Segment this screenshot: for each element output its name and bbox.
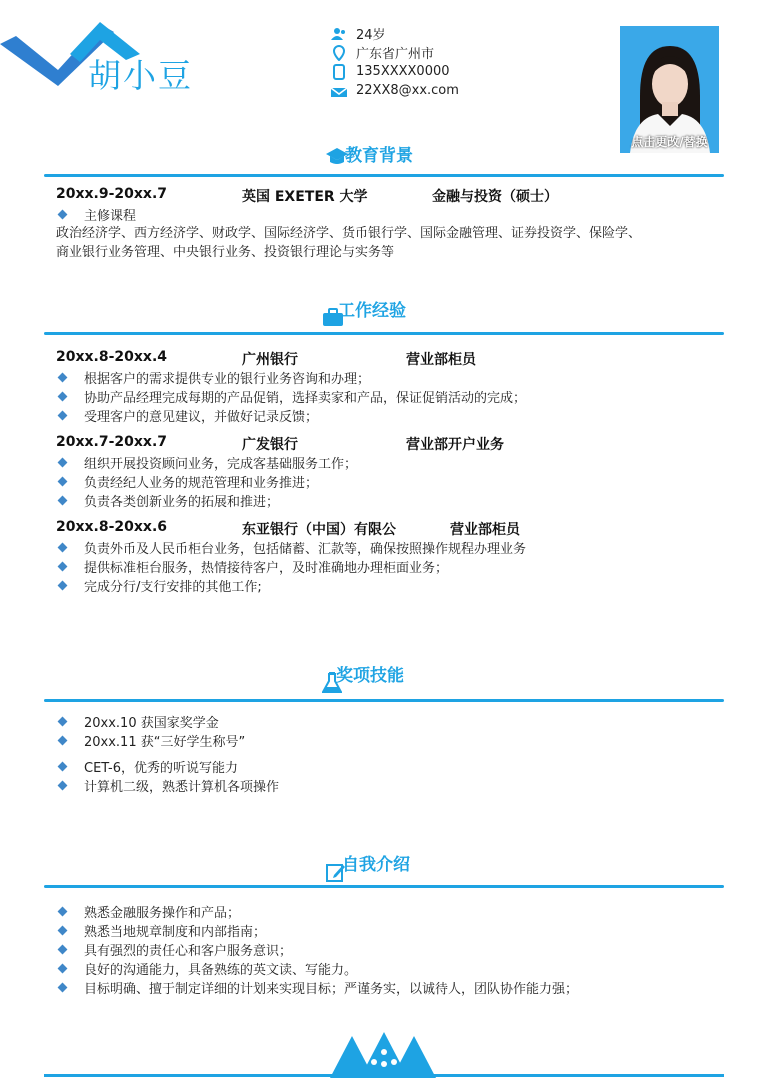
education-header — [56, 186, 558, 205]
diamond-bullet-icon — [58, 496, 68, 506]
diamond-bullet-icon — [58, 562, 68, 572]
diamond-bullet-icon — [58, 717, 68, 727]
job-company: 广发银行 — [242, 437, 298, 453]
job-role: 营业部柜员 — [450, 522, 520, 538]
email-icon — [330, 83, 348, 99]
footer-divider — [44, 1074, 724, 1077]
job-period: 20xx.8-20xx.6 — [56, 519, 168, 535]
list-item: 协助产品经理完成每期的产品促销，选择卖家和产品，保证促销活动的完成； — [56, 387, 526, 406]
email-row — [330, 81, 459, 100]
candidate-name: 胡小豆 — [88, 56, 193, 95]
job-header — [56, 519, 520, 538]
list-item: 具有强烈的责任心和客户服务意识； — [56, 940, 578, 959]
list-item: 主修课程 — [56, 205, 136, 224]
diamond-bullet-icon — [58, 781, 68, 791]
diamond-bullet-icon — [58, 373, 68, 383]
list-item: 提供标准柜台服务，热情接待客户，及时准确地办理柜面业务； — [56, 557, 526, 576]
section-title-work: 工作经验 — [338, 301, 406, 321]
diamond-bullet-icon — [58, 926, 68, 936]
job-duties-list — [56, 538, 526, 595]
list-item: 目标明确、擅于制定详细的计划来实现目标；严谨务实，以诚待人，团队协作能力强； — [56, 978, 578, 997]
age-text: 24岁 — [356, 28, 386, 43]
list-item: 根据客户的需求提供专业的银行业务咨询和办理； — [56, 368, 526, 387]
location-text: 广东省广州市 — [356, 47, 435, 62]
diamond-bullet-icon — [58, 581, 68, 591]
section-title-education: 教育背景 — [345, 146, 413, 166]
job-role: 营业部开户业务 — [406, 437, 504, 453]
diamond-bullet-icon — [58, 458, 68, 468]
list-item: 熟悉当地规章制度和内部指南； — [56, 921, 578, 940]
diamond-bullet-icon — [58, 736, 68, 746]
list-item: 计算机二级，熟悉计算机各项操作 — [56, 776, 279, 795]
job-header — [56, 434, 504, 453]
education-period: 20xx.9-20xx.7 — [56, 186, 168, 202]
diamond-bullet-icon — [58, 392, 68, 402]
education-major: 金融与投资（硕士） — [432, 189, 558, 205]
list-item: 完成分行/支行安排的其他工作; — [56, 576, 526, 595]
age-row — [330, 24, 459, 43]
courses-line-2: 商业银行业务管理、中央银行业务、投资银行理论与实务等 — [56, 245, 395, 260]
job-company: 东亚银行（中国）有限公 — [242, 522, 396, 538]
diamond-bullet-icon — [58, 210, 68, 220]
phone-text: 135XXXX0000 — [356, 64, 450, 79]
courses-label-list — [56, 205, 136, 224]
list-item: 20xx.11 获“三好学生称号” — [56, 731, 245, 750]
email-text: 22XX8@xx.com — [356, 83, 459, 98]
job-period: 20xx.7-20xx.7 — [56, 434, 168, 450]
list-item: 熟悉金融服务操作和产品； — [56, 902, 578, 921]
intro-list — [56, 902, 578, 997]
job-role: 营业部柜员 — [406, 352, 476, 368]
job-company: 广州银行 — [242, 352, 298, 368]
list-item: 受理客户的意见建议，并做好记录反馈； — [56, 406, 526, 425]
diamond-bullet-icon — [58, 762, 68, 772]
list-item: 负责各类创新业务的拓展和推进； — [56, 491, 357, 510]
diamond-bullet-icon — [58, 945, 68, 955]
job-header — [56, 349, 476, 368]
diamond-bullet-icon — [58, 964, 68, 974]
skills-list — [56, 757, 279, 795]
phone-icon — [330, 64, 348, 80]
job-duties-list — [56, 368, 526, 425]
list-item: 20xx.10 获国家奖学金 — [56, 712, 245, 731]
list-item: 良好的沟通能力，具备熟练的英文读、写能力。 — [56, 959, 578, 978]
list-item: CET-6，优秀的听说写能力 — [56, 757, 279, 776]
courses-line-1: 政治经济学、西方经济学、财政学、国际经济学、货币银行学、国际金融管理、证券投资学、保险学、 — [56, 226, 642, 241]
section-title-awards: 奖项技能 — [336, 666, 404, 686]
diamond-bullet-icon — [58, 411, 68, 421]
education-school: 英国 EXETER 大学 — [242, 189, 368, 205]
diamond-bullet-icon — [58, 477, 68, 487]
diamond-bullet-icon — [58, 983, 68, 993]
job-duties-list — [56, 453, 357, 510]
list-item: 组织开展投资顾问业务，完成客基础服务工作； — [56, 453, 357, 472]
diamond-bullet-icon — [58, 543, 68, 553]
divider-awards — [44, 699, 724, 702]
list-item: 负责经纪人业务的规范管理和业务推进； — [56, 472, 357, 491]
divider-intro — [44, 885, 724, 888]
profile-photo[interactable] — [620, 26, 719, 153]
mountain-decoration — [330, 1030, 436, 1080]
job-period: 20xx.8-20xx.4 — [56, 349, 168, 365]
phone-row — [330, 62, 459, 81]
contact-block — [330, 24, 459, 100]
awards-list — [56, 712, 245, 750]
divider-work — [44, 332, 724, 335]
photo-caption[interactable]: 点击更改/替换 — [631, 135, 708, 149]
location-row — [330, 43, 459, 62]
person-icon — [330, 26, 348, 42]
diamond-bullet-icon — [58, 907, 68, 917]
list-item: 负责外币及人民币柜台业务，包括储蓄、汇款等，确保按照操作规程办理业务 — [56, 538, 526, 557]
location-pin-icon — [330, 45, 348, 61]
section-title-intro: 自我介绍 — [342, 855, 410, 875]
divider-education — [44, 174, 724, 177]
